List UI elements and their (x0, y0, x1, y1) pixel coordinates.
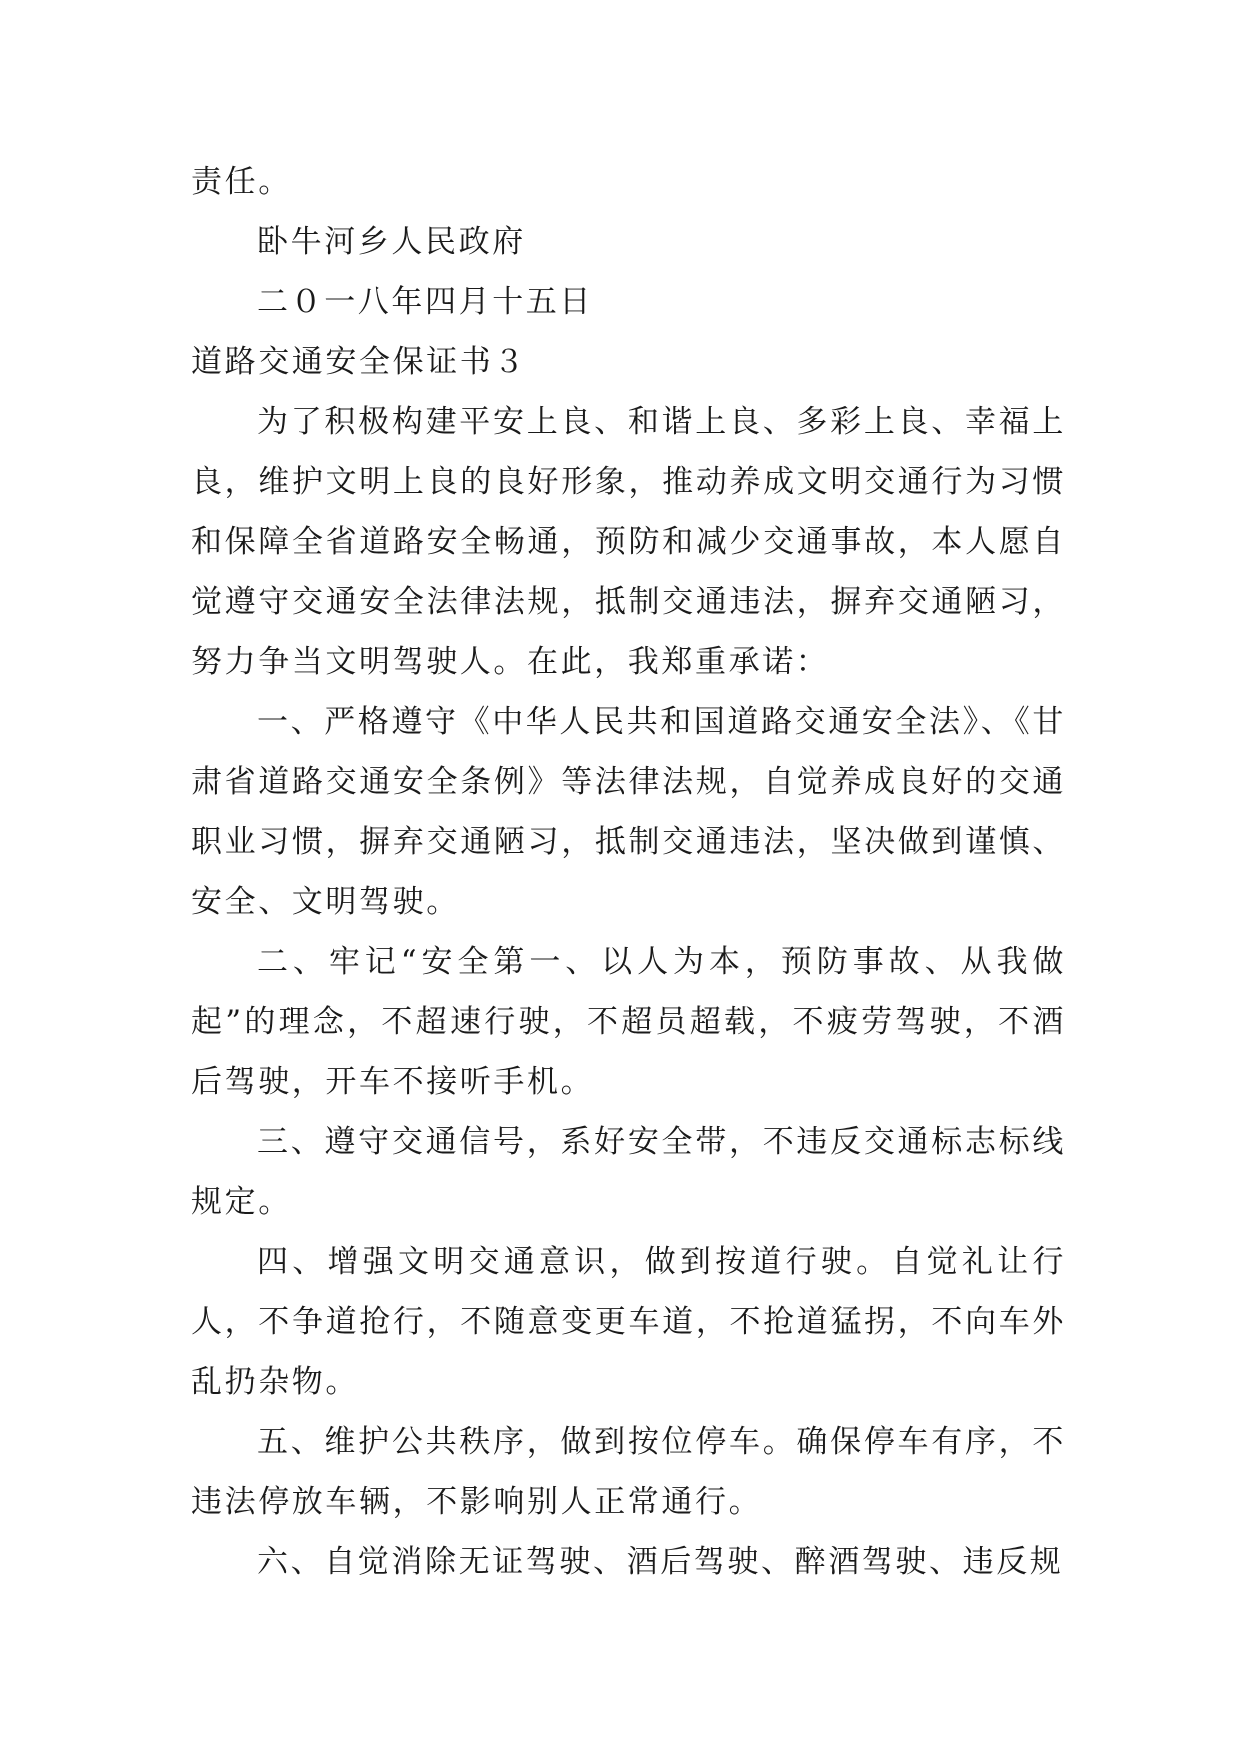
signature-organization: 卧牛河乡人民政府 (257, 224, 526, 260)
paragraph-item-5: 五、维护公共秩序，做到按位停车。确保停车有序，不违法停放车辆，不影响别人正常通行。 (191, 1424, 1066, 1520)
paragraph-item-2: 二、牢记“安全第一、以人为本，预防事故、从我做起”的理念，不超速行驶，不超员超载，不疲劳驾驶，不酒后驾驶，开车不接听手机。 (191, 944, 1066, 1100)
signature-date: 二０一八年四月十五日 (257, 284, 593, 320)
paragraph-item-6: 六、自觉消除无证驾驶、酒后驾驶、醉酒驾驶、违反规 (257, 1544, 1064, 1580)
paragraph-item-4: 四、增强文明交通意识，做到按道行驶。自觉礼让行人，不争道抢行，不随意变更车道，不抢道猛拐，不向车外乱扔杂物。 (191, 1244, 1066, 1400)
document-body (191, 152, 1066, 1592)
paragraph-item-3: 三、遵守交通信号，系好安全带，不违反交通标志标线规定。 (191, 1124, 1066, 1220)
paragraph-item-1: 一、严格遵守《中华人民共和国道路交通安全法》、《甘肃省道路交通安全条例》等法律法规，自觉养成良好的交通职业习惯，摒弃交通陋习，抵制交通违法，坚决做到谨慎、安全、文明驾驶。 (191, 704, 1066, 920)
section-title: 道路交通安全保证书３ (191, 344, 527, 380)
continuation-text: 责任。 (191, 164, 292, 200)
paragraph-intro: 为了积极构建平安上良、和谐上良、多彩上良、幸福上良，维护文明上良的良好形象，推动养成文明交通行为习惯和保障全省道路安全畅通，预防和减少交通事故，本人愿自觉遵守交通安全法律法规，抵制交通违法，摒弃交通陋习，努力争当文明驾驶人。在此，我郑重承诺： (191, 404, 1066, 680)
